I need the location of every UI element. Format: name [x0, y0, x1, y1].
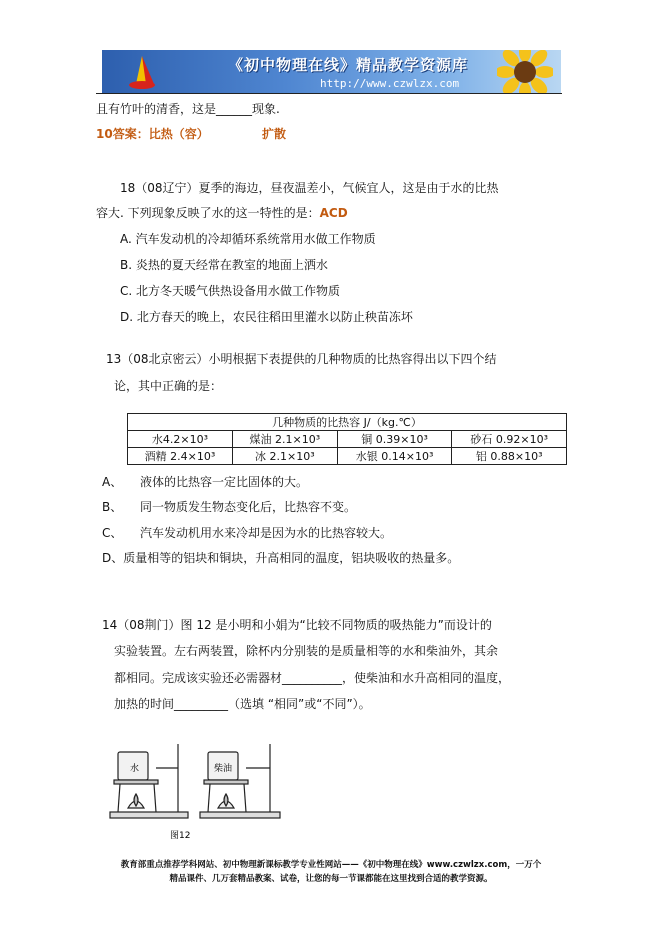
answer-10-second: 扩散	[262, 127, 287, 141]
table-caption: 几种物质的比热容 J/（kg.℃）	[128, 414, 567, 431]
q14-line1: 14（08荆门）图 12 是小明和小娟为“比较不同物质的吸热能力”而设计的	[102, 618, 492, 632]
table-cell: 水银 0.14×10³	[337, 448, 452, 465]
table-cell: 酒精 2.4×10³	[128, 448, 233, 465]
q13-option-b-text: 同一物质发生物态变化后，比热容不变。	[140, 500, 357, 514]
footer-line1: 教育部重点推荐学科网站、初中物理新课标教学专业性网站——《初中物理在线》www.czwlzx.com，一万个	[120, 860, 542, 870]
table-cell: 冰 2.1×10³	[232, 448, 337, 465]
header-banner	[102, 50, 561, 94]
table-row	[128, 431, 567, 448]
sunflower-icon	[497, 50, 553, 94]
header-rule	[96, 93, 562, 94]
answer-10-label: 10答案：比热（容）	[96, 127, 209, 141]
q13-option-d	[102, 550, 459, 566]
site-logo-icon	[128, 54, 158, 90]
right-apparatus	[200, 744, 280, 818]
q18-option-a: A. 汽车发动机的冷却循环系统常用水做工作物质	[120, 232, 376, 246]
table-cell: 水4.2×10³	[128, 431, 233, 448]
header-title: 《初中物理在线》精品教学资源库	[228, 56, 469, 74]
q14-line2: 实验装置。左右两装置，除杯内分别装的是质量相等的水和柴油外，其余	[114, 644, 499, 658]
q18-line2	[96, 205, 348, 221]
specific-heat-table	[127, 413, 567, 465]
table-cell: 铝 0.88×10³	[452, 448, 567, 465]
q13-option-d-letter: D、	[102, 551, 124, 565]
q13-option-c-text: 汽车发动机用水来冷却是因为水的比热容较大。	[140, 526, 393, 540]
table-cell: 砂石 0.92×10³	[452, 431, 567, 448]
figure-12	[108, 740, 284, 844]
figure-caption: 图12	[170, 831, 191, 841]
q13-line2: 论，其中正确的是：	[114, 379, 223, 393]
header-url[interactable]: http://www.czwlzx.com	[320, 77, 460, 90]
q18-answer: ACD	[319, 206, 348, 220]
q18-option-b: B. 炎热的夏天经常在教室的地面上洒水	[120, 258, 328, 272]
q14-line4: 加热的时间_________（选填 “相同”或“不同”）。	[114, 697, 371, 711]
q14-line3: 都相同。完成该实验还必需器材__________，使柴油和水升高相同的温度，	[114, 671, 511, 685]
q18-option-c: C. 北方冬天暖气供热设备用水做工作物质	[120, 284, 341, 298]
right-beaker-label: 柴油	[214, 764, 233, 774]
left-apparatus	[110, 744, 188, 818]
table-cell: 铜 0.39×10³	[337, 431, 452, 448]
q13-option-a-letter: A、	[102, 475, 123, 489]
q18-line2-text: 容大. 下列现象反映了水的这一特性的是：	[96, 206, 320, 220]
q13-option-b-letter: B、	[102, 500, 123, 514]
q13-line1: 13（08北京密云）小明根据下表提供的几种物质的比热容得出以下四个结	[106, 352, 497, 366]
q18-line1: 18（08辽宁）夏季的海边，昼夜温差小，气候宜人，这是由于水的比热	[120, 181, 499, 195]
table-caption-row	[128, 414, 567, 431]
footer-line2: 精品课件、几万套精品教案、试卷，让您的每一节课都能在这里找到合适的教学资源。	[169, 874, 493, 884]
top-line: 且有竹叶的清香，这是______现象.	[96, 102, 280, 116]
q18-option-d: D. 北方春天的晚上，农民往稻田里灌水以防止秧苗冻坏	[120, 310, 413, 324]
table-row	[128, 448, 567, 465]
table-cell: 煤油 2.1×10³	[232, 431, 337, 448]
left-beaker-label: 水	[130, 764, 140, 774]
q13-option-a-text: 液体的比热容一定比固体的大。	[140, 475, 309, 489]
q13-option-d-text: 质量相等的铝块和铜块，升高相同的温度，铝块吸收的热量多。	[123, 551, 460, 565]
q13-option-c-letter: C、	[102, 526, 123, 540]
